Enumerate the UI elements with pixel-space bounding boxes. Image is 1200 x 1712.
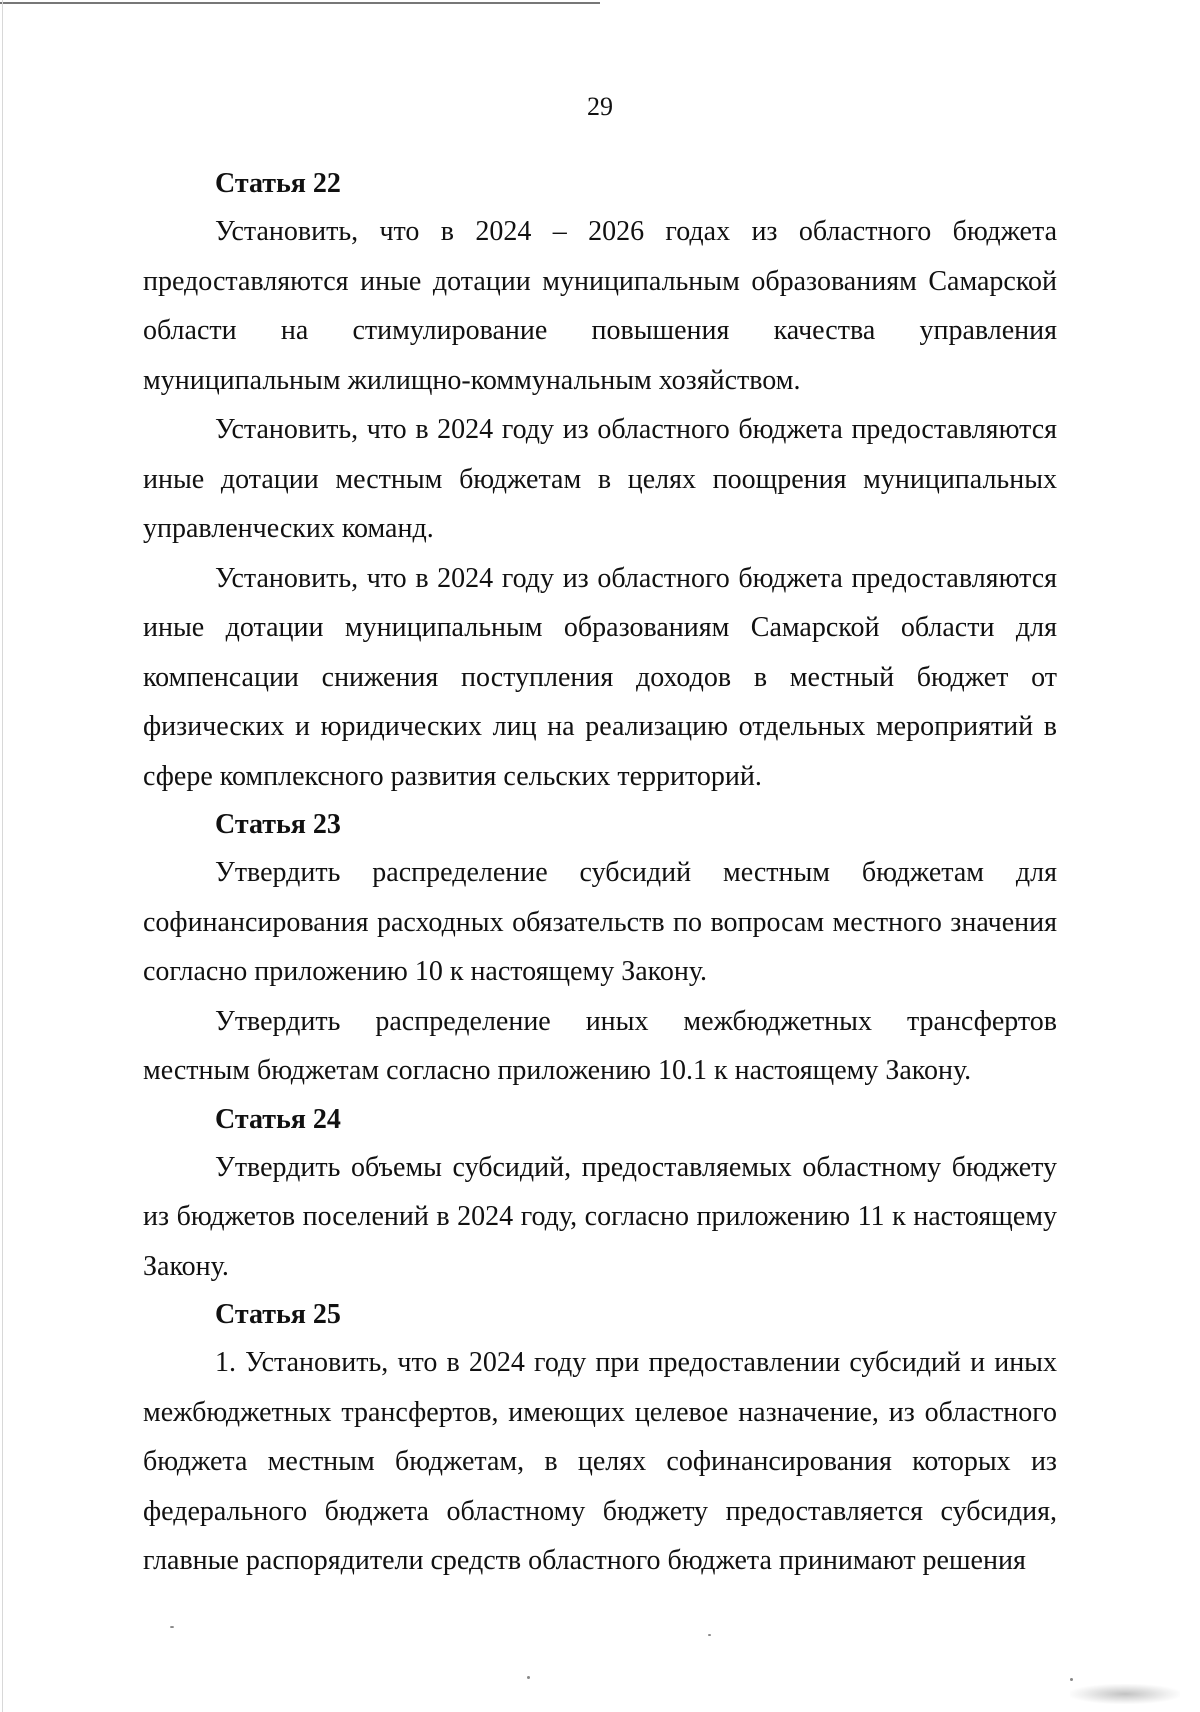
scan-smudge: [1070, 1684, 1180, 1704]
scan-speck: [1070, 1678, 1073, 1681]
article-heading: Статья 22: [215, 168, 341, 199]
article-heading: Статья 23: [215, 809, 341, 840]
paragraph: Утвердить объемы субсидий, предоставляемых областному бюджету из бюджетов поселений в 2024 году, согласно приложению 11 к настоящему Закону.: [143, 1151, 1057, 1282]
paragraph: Установить, что в 2024 году из областного бюджета предоставляются иные дотации муниципальным образованиям Самарской области для компенсации снижения поступления доходов в местный бюджет от физических и юридических лиц на реализацию отдельных мероприятий в сфере комплексного развития сельских территорий.: [143, 562, 1057, 792]
paragraph: Утвердить распределение субсидий местным бюджетам для софинансирования расходных обязательств по вопросам местного значения согласно приложению 10 к настоящему Закону.: [143, 857, 1057, 987]
page-number: 29: [587, 92, 613, 121]
document-body: [143, 160, 1057, 1586]
paragraph: Утвердить распределение иных межбюджетных трансфертов местным бюджетам согласно приложению 10.1 к настоящему Закону.: [143, 1005, 1057, 1086]
scan-speck: [170, 1626, 174, 1628]
scan-speck: [527, 1676, 530, 1679]
scan-speck: [708, 1634, 711, 1636]
scan-edge-left: [2, 0, 3, 1712]
paragraph: Установить, что в 2024 – 2026 годах из областного бюджета предоставляются иные дотации муниципальным образованиям Самарской области на стимулирование повышения качества управления муниципальным жилищно-коммунальным хозяйством.: [143, 216, 1057, 396]
article-heading: Статья 25: [215, 1299, 341, 1330]
scan-edge-top: [0, 2, 600, 4]
paragraph: 1. Установить, что в 2024 году при предоставлении субсидий и иных межбюджетных трансфертов, имеющих целевое назначение, из областного бюджета местным бюджетам, в целях софинансирования которых из федерального бюджета областному бюджету предоставляется субсидия, главные распорядители средств областного бюджета принимают решения: [143, 1347, 1057, 1576]
article-heading: Статья 24: [215, 1103, 341, 1135]
paragraph: Установить, что в 2024 году из областного бюджета предоставляются иные дотации местным бюджетам в целях поощрения муниципальных управленческих команд.: [143, 414, 1057, 544]
